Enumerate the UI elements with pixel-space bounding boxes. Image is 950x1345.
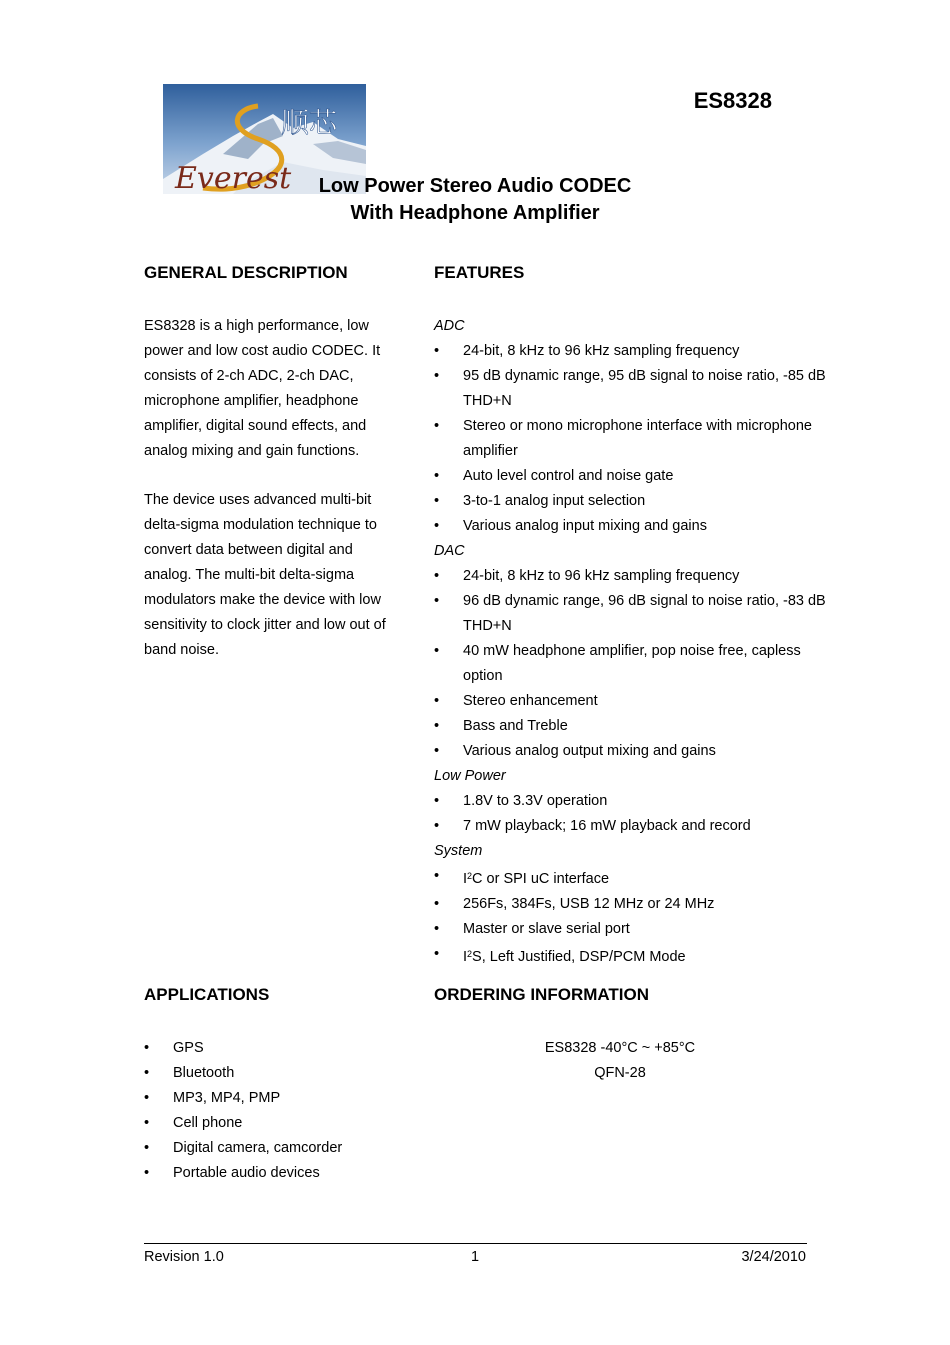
list-item: • Master or slave serial port — [434, 917, 834, 942]
logo-chinese-text: 顺芯 — [281, 106, 338, 139]
general-description-heading: GENERAL DESCRIPTION — [144, 263, 348, 282]
list-item: • Bluetooth — [144, 1061, 404, 1086]
list-item: • Cell phone — [144, 1111, 404, 1136]
list-item: • 96 dB dynamic range, 96 dB signal to noise ratio, -83 dB THD+N — [434, 589, 834, 639]
list-item: • Bass and Treble — [434, 714, 834, 739]
list-item: • 3-to-1 analog input selection — [434, 489, 834, 514]
list-item — [434, 942, 834, 970]
applications-heading: APPLICATIONS — [144, 985, 270, 1004]
ordering-part-temp: ES8328 -40°C ~ +85°C — [544, 1040, 696, 1056]
footer-divider — [144, 1243, 807, 1244]
list-item: • Various analog input mixing and gains — [434, 514, 834, 539]
list-item: • GPS — [144, 1036, 404, 1061]
list-item: • 256Fs, 384Fs, USB 12 MHz or 24 MHz — [434, 892, 834, 917]
list-item: • Portable audio devices — [144, 1161, 404, 1186]
features-category-system: System — [434, 843, 483, 859]
footer-revision: Revision 1.0 — [144, 1249, 224, 1265]
features-heading: FEATURES — [434, 263, 525, 282]
list-item: • 95 dB dynamic range, 95 dB signal to noise ratio, -85 dB THD+N — [434, 364, 834, 414]
i2c-text: C or SPI uC interface — [472, 871, 610, 887]
ordering-information-heading: ORDERING INFORMATION — [434, 985, 650, 1004]
i2s-text: S, Left Justified, DSP/PCM Mode — [472, 949, 686, 965]
features-category-dac: DAC — [434, 543, 465, 559]
list-item: • Auto level control and noise gate — [434, 464, 834, 489]
list-item: • Digital camera, camcorder — [144, 1136, 404, 1161]
document-title — [0, 173, 950, 227]
title-line-1: Low Power Stereo Audio CODEC — [318, 175, 632, 197]
list-item — [434, 864, 834, 892]
i2c-superscript: 2 — [467, 871, 473, 881]
list-item: • 24-bit, 8 kHz to 96 kHz sampling frequency — [434, 339, 834, 364]
list-item: • MP3, MP4, PMP — [144, 1086, 404, 1111]
features-category-adc: ADC — [434, 318, 465, 334]
title-line-2: With Headphone Amplifier — [350, 202, 600, 224]
list-item: • 24-bit, 8 kHz to 96 kHz sampling frequency — [434, 564, 834, 589]
general-description-paragraph-1: ES8328 is a high performance, low power and low cost audio CODEC. It consists of 2-ch ADC, 2-ch DAC, microphone amplifier, headphone amplifier, digital sound effects, and analog mixing and gain functions. — [144, 318, 381, 459]
i2s-prefix: I — [463, 949, 468, 965]
list-item: • 7 mW playback; 16 mW playback and record — [434, 814, 834, 839]
list-item: • Stereo or mono microphone interface with microphone amplifier — [434, 414, 834, 464]
general-description-paragraph-2: The device uses advanced multi-bit delta-sigma modulation technique to convert data between digital and analog. The multi-bit delta-sigma modulators make the device with low sensitivity to clock jitter and low out of band noise. — [144, 492, 386, 658]
i2c-prefix: I — [463, 871, 468, 887]
applications-list — [144, 1036, 404, 1186]
footer-date: 3/24/2010 — [741, 1249, 806, 1265]
list-item: • Stereo enhancement — [434, 689, 834, 714]
ordering-information — [520, 1036, 720, 1086]
i2s-superscript: 2 — [467, 949, 473, 959]
part-number: ES8328 — [693, 88, 772, 113]
features-category-low-power: Low Power — [434, 768, 506, 784]
features-list — [434, 314, 834, 970]
list-item: • 1.8V to 3.3V operation — [434, 789, 834, 814]
ordering-package: QFN-28 — [594, 1065, 646, 1081]
list-item: • 40 mW headphone amplifier, pop noise free, capless option — [434, 639, 834, 689]
logo-wordmark: Everest — [175, 161, 292, 194]
footer-page-number: 1 — [471, 1249, 480, 1265]
list-item: • Various analog output mixing and gains — [434, 739, 834, 764]
